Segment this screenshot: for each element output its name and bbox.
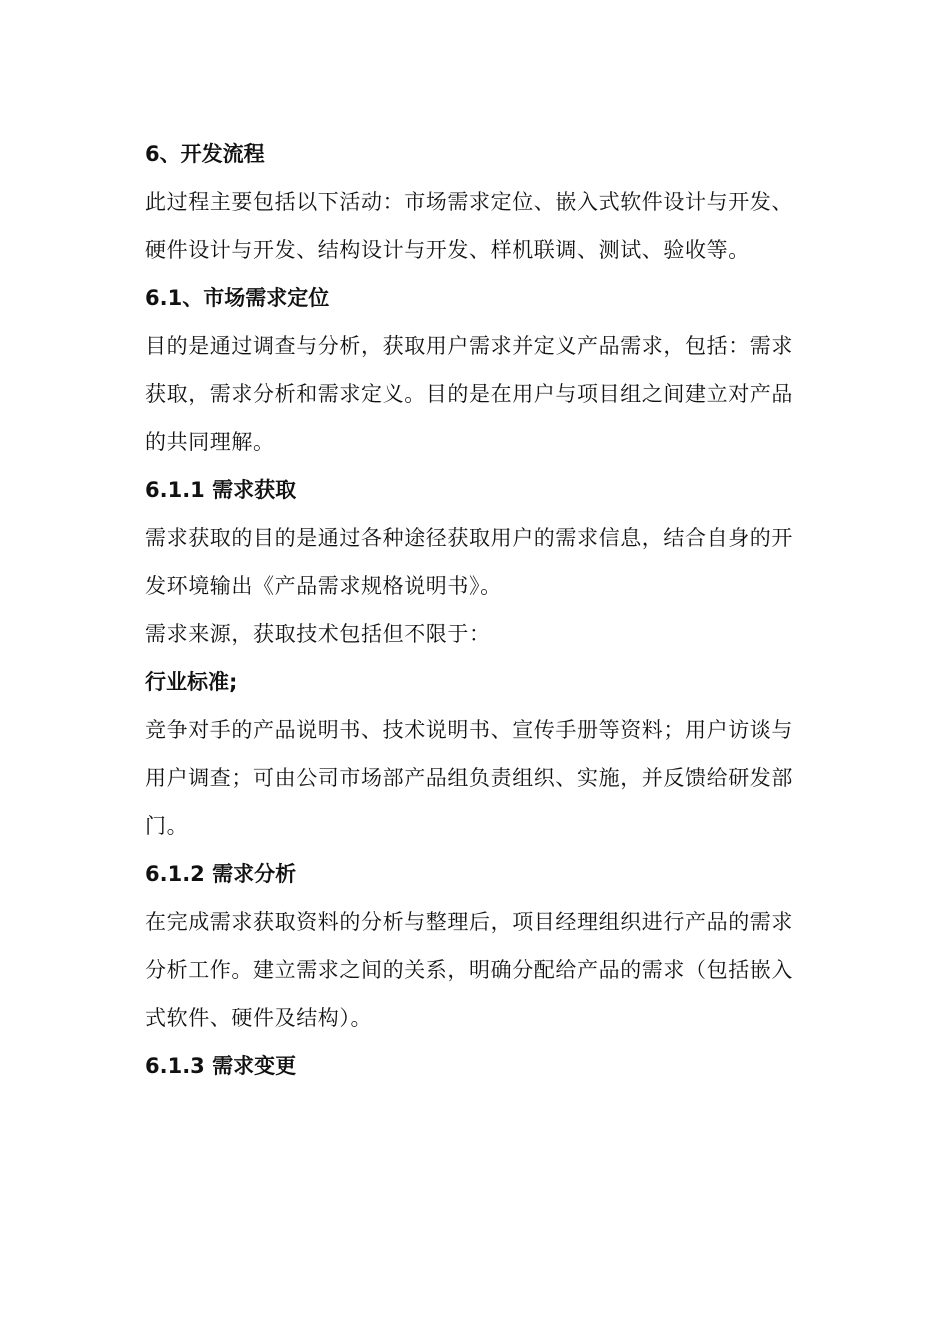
paragraph-market-purpose: 目的是通过调查与分析，获取用户需求并定义产品需求，包括：需求获取，需求分析和需求定义。目的是在用户与项目组之间建立对产品的共同理解。 [145, 334, 793, 454]
heading-industry-standard: 行业标准; [145, 670, 238, 694]
paragraph-competitor-materials: 竞争对手的产品说明书、技术说明书、宣传手册等资料；用户访谈与用户调查；可由公司市场部产品组负责组织、实施，并反馈给研发部门。 [145, 718, 793, 838]
heading-requirement-analysis: 6.1.2 需求分析 [145, 862, 297, 886]
paragraph-activities: 此过程主要包括以下活动：市场需求定位、嵌入式软件设计与开发、硬件设计与开发、结构设计与开发、样机联调、测试、验收等。 [145, 190, 793, 262]
heading-requirement-acquisition: 6.1.1 需求获取 [145, 478, 297, 502]
heading-market-requirement: 6.1、市场需求定位 [145, 286, 330, 310]
heading-requirement-change: 6.1.3 需求变更 [145, 1054, 297, 1078]
paragraph-analysis: 在完成需求获取资料的分析与整理后，项目经理组织进行产品的需求分析工作。建立需求之间的关系，明确分配给产品的需求（包括嵌入式软件、硬件及结构）。 [145, 910, 793, 1030]
heading-development-process: 6、开发流程 [145, 142, 265, 166]
paragraph-acquisition-purpose: 需求获取的目的是通过各种途径获取用户的需求信息，结合自身的开发环境输出《产品需求规格说明书》。 [145, 526, 793, 598]
paragraph-requirement-sources: 需求来源，获取技术包括但不限于： [145, 622, 491, 646]
document-page [145, 130, 810, 1090]
